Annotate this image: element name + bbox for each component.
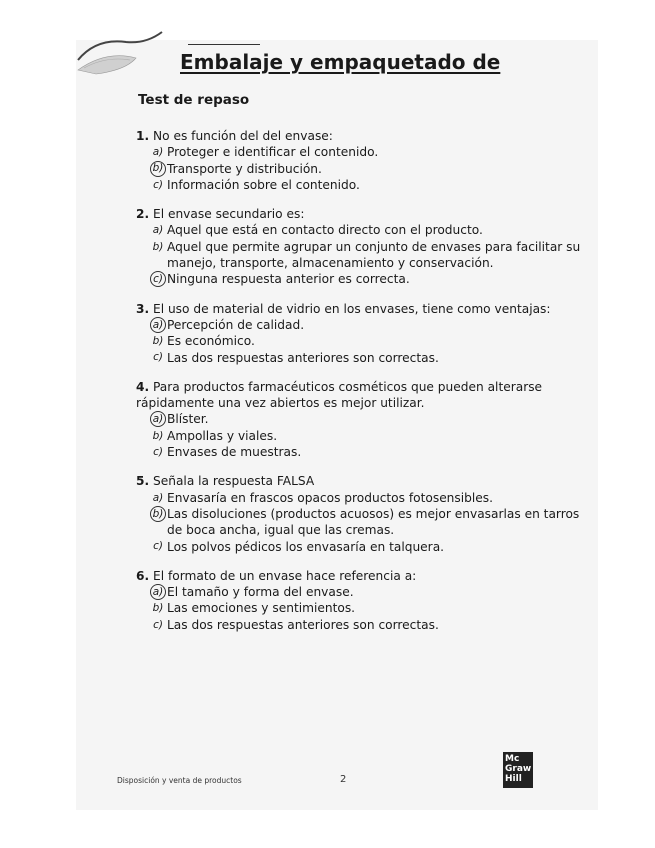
question-number: 1. (136, 129, 150, 143)
question-text: El formato de un envase hace referencia a: (153, 568, 417, 583)
option-b (136, 161, 586, 177)
option-b (136, 506, 586, 539)
question-6 (136, 568, 586, 633)
option-b (136, 600, 586, 616)
option-text: Aquel que está en contacto directo con el producto. (167, 223, 483, 238)
option-letter: c) (153, 618, 163, 631)
question-4 (136, 379, 586, 460)
page-title: Embalaje y empaquetado de (180, 50, 501, 74)
option-text: Las emociones y sentimientos. (167, 601, 356, 616)
option-text: Información sobre el contenido. (167, 177, 360, 192)
question-number: 3. (136, 301, 150, 316)
option-b (136, 333, 586, 349)
option-text: Proteger e identificar el contenido. (167, 145, 379, 160)
option-c (136, 539, 586, 555)
option-letter: c) (153, 445, 163, 458)
option-text: Blíster. (167, 412, 209, 427)
option-a (136, 490, 586, 506)
option-c (136, 350, 586, 366)
option-text: Las dos respuestas anteriores son correctas. (167, 617, 439, 632)
publisher-logo (503, 752, 533, 788)
option-letter: a) (152, 491, 164, 504)
option-text: Envasaría en frascos opacos productos fotosensibles. (167, 490, 493, 505)
page-number: 2 (340, 774, 347, 785)
option-letter: c) (153, 540, 163, 553)
option-letter-circled: b) (150, 161, 166, 177)
logo-line: Graw (505, 764, 532, 774)
question-text: Señala la respuesta FALSA (153, 474, 315, 489)
option-letter: b) (152, 240, 164, 253)
question-5 (136, 473, 586, 554)
option-text: Es económico. (167, 334, 255, 349)
option-b (136, 428, 586, 444)
question-3 (136, 301, 586, 366)
question-number: 4. (136, 379, 150, 394)
option-b (136, 239, 586, 272)
question-text: Para productos farmacéuticos cosméticos que pueden alterarse rápidamente una vez abiertos es mejor utilizar. (136, 379, 543, 411)
option-letter-circled: b) (150, 506, 166, 522)
logo-line: Mc (505, 754, 520, 764)
question-text: El uso de material de vidrio en los envases, tiene como ventajas: (153, 301, 551, 316)
option-letter: a) (152, 224, 164, 237)
option-text: Transporte y distribución. (167, 161, 322, 176)
logo-line: Hill (505, 774, 522, 784)
option-a (136, 411, 586, 427)
question-1 (136, 128, 586, 193)
title-top-rule (188, 44, 260, 45)
option-text: Ninguna respuesta anterior es correcta. (167, 272, 410, 287)
question-number: 6. (136, 568, 150, 583)
option-text: Ampollas y viales. (167, 428, 278, 443)
option-letter-circled: a) (150, 317, 166, 333)
option-letter: c) (153, 178, 163, 191)
option-letter: b) (152, 335, 164, 348)
question-2 (136, 206, 586, 287)
option-letter: b) (152, 602, 164, 615)
question-text: No es función del del envase: (153, 129, 333, 143)
question-text: El envase secundario es: (153, 207, 305, 222)
option-text: Las dos respuestas anteriores son correctas. (167, 350, 439, 365)
option-c (136, 177, 586, 193)
option-c (136, 271, 586, 287)
option-c (136, 617, 586, 633)
option-text: Aquel que permite agrupar un conjunto de envases para facilitar su manejo, transporte, almacenamiento y conservación. (167, 239, 581, 271)
option-text: Percepción de calidad. (167, 317, 305, 332)
option-text: Los polvos pédicos los envasaría en talquera. (167, 539, 445, 554)
option-a (136, 317, 586, 333)
option-text: El tamaño y forma del envase. (167, 585, 354, 600)
option-letter: c) (153, 351, 163, 364)
option-a (136, 144, 586, 160)
question-list (136, 128, 586, 646)
option-text: Las disoluciones (productos acuosos) es mejor envasarlas en tarros de boca ancha, igual que las cremas. (167, 506, 580, 538)
option-c (136, 444, 586, 460)
option-a (136, 222, 586, 238)
option-letter-circled: a) (150, 584, 166, 600)
option-letter: a) (152, 146, 164, 159)
option-a (136, 584, 586, 600)
option-letter-circled: c) (150, 271, 166, 287)
section-subtitle: Test de repaso (138, 92, 250, 108)
option-letter-circled: a) (150, 411, 166, 427)
question-number: 5. (136, 474, 150, 489)
option-letter: b) (152, 429, 164, 442)
option-text: Envases de muestras. (167, 445, 302, 460)
corner-illustration (76, 30, 166, 90)
footer-text: Disposición y venta de productos (117, 776, 242, 785)
question-number: 2. (136, 207, 150, 222)
